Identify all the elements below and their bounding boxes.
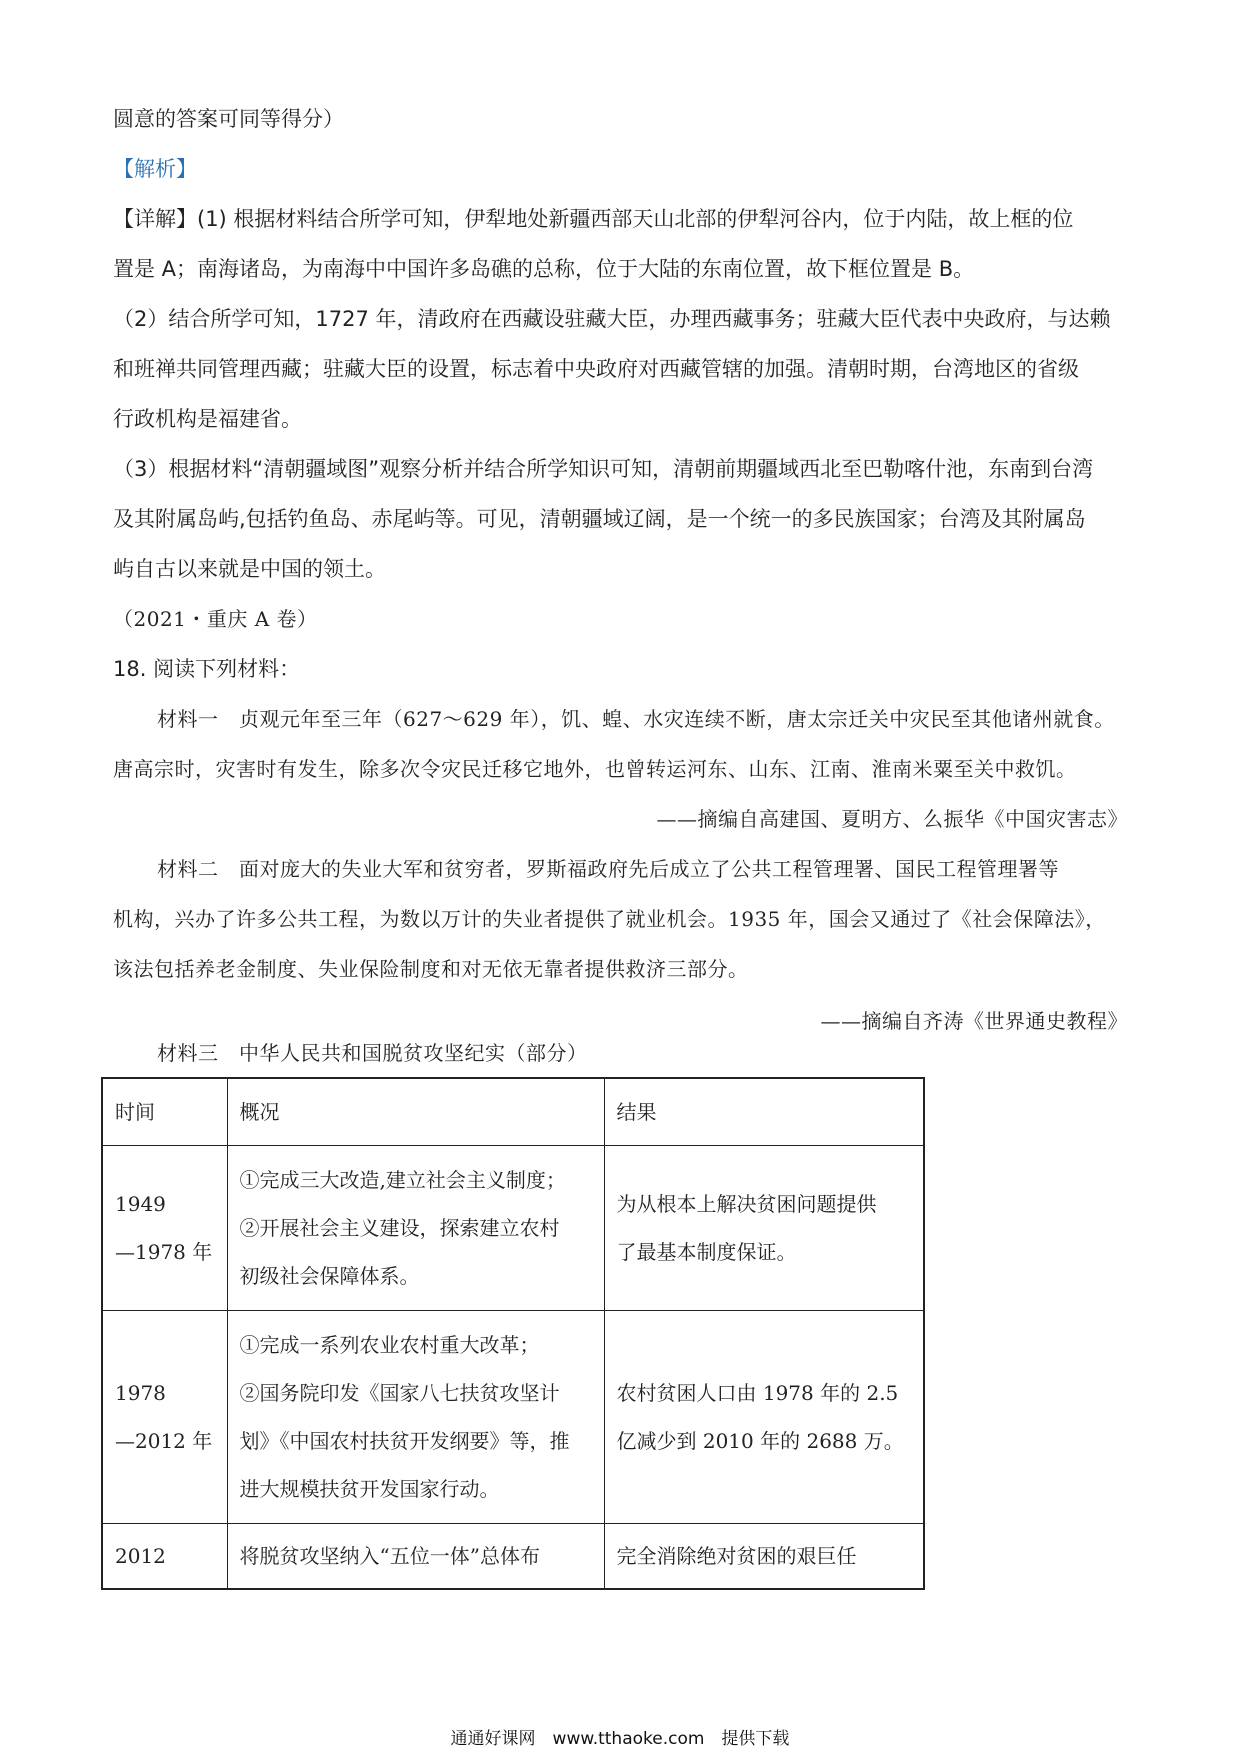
detail-paragraph-1-line-2: 置是 A；南海诸岛，为南海中中国许多岛礁的总称，位于大陆的东南位置，故下框位置是 B。 [113,257,975,281]
poverty-table [101,1077,925,1590]
table-cell-time [102,1523,227,1589]
material-1-line-1: 材料一 贞观元年至三年（627～629 年），饥、蝗、水灾连续不断，唐太宗迁关中灾民至其他诸州就食。 [157,707,1115,731]
table-cell-overview [227,1145,604,1310]
page-footer: 通通好课网 www.tthaoke.com 提供下载 [450,1729,790,1749]
table-header-time: 时间 [102,1078,227,1145]
table-header-row [102,1078,924,1145]
detail-paragraph-3-line-3: 屿自古以来就是中国的领土。 [113,557,386,581]
table-row [102,1145,924,1310]
cell-line: 了最基本制度保证。 [616,1239,797,1264]
cell-line: 完全消除绝对贫困的艰巨任 [616,1543,857,1568]
cell-line: ②国务院印发《国家八七扶贫攻坚计 [239,1380,560,1405]
cell-line: 进大规模扶贫开发国家行动。 [239,1476,500,1501]
material-2-line-2: 机构，兴办了许多公共工程，为数以万计的失业者提供了就业机会。1935 年，国会又通过了《社会保障法》， [113,907,1106,931]
table-cell-time [102,1145,227,1310]
table-row [102,1310,924,1523]
detail-paragraph-1-line-1: 【详解】(1) 根据材料结合所学可知，伊犁地处新疆西部天山北部的伊犁河谷内，位于内陆，故上框的位 [113,207,1074,231]
table-cell-overview [227,1523,604,1589]
cell-line: ①完成三大改造,建立社会主义制度； [239,1167,566,1192]
cell-line: 1978 [115,1380,166,1405]
table-cell-result [604,1145,924,1310]
analysis-tag: 【解析】 [113,157,197,181]
continued-answer-line: 圆意的答案可同等得分） [113,107,344,131]
material-2-citation: ——摘编自齐涛《世界通史教程》 [820,1009,1128,1033]
cell-line: 1949 [115,1191,166,1216]
detail-paragraph-3-line-2: 及其附属岛屿,包括钓鱼岛、赤尾屿等。可见，清朝疆域辽阔，是一个统一的多民族国家；台湾及其附属岛 [113,507,1086,531]
table-row [102,1523,924,1589]
detail-paragraph-3-line-1: （3）根据材料“清朝疆域图”观察分析并结合所学知识可知，清朝前期疆域西北至巴勒喀什池，东南到台湾 [113,457,1094,481]
detail-paragraph-2-line-2: 和班禅共同管理西藏；驻藏大臣的设置，标志着中央政府对西藏管辖的加强。清朝时期，台湾地区的省级 [113,357,1079,381]
cell-line: ②开展社会主义建设，探索建立农村 [239,1215,560,1240]
cell-line: 亿减少到 2010 年的 2688 万。 [616,1428,904,1453]
cell-line: 将脱贫攻坚纳入“五位一体”总体布 [239,1543,540,1568]
material-1-citation: ——摘编自高建国、夏明方、么振华《中国灾害志》 [656,807,1128,831]
table-header-result: 结果 [604,1078,924,1145]
detail-paragraph-2-line-1: （2）结合所学可知，1727 年，清政府在西藏设驻藏大臣，办理西藏事务；驻藏大臣代表中央政府，与达赖 [113,307,1111,331]
material-3-title: 材料三 中华人民共和国脱贫攻坚纪实（部分） [157,1041,588,1065]
cell-line: ①完成一系列农业农村重大改革； [239,1332,540,1357]
material-2-line-1: 材料二 面对庞大的失业大军和贫穷者，罗斯福政府先后成立了公共工程管理署、国民工程管理署等 [157,857,1059,881]
material-2-line-3: 该法包括养老金制度、失业保险制度和对无依无靠者提供救济三部分。 [113,957,749,981]
table-cell-result [604,1310,924,1523]
table-cell-result [604,1523,924,1589]
detail-paragraph-2-line-3: 行政机构是福建省。 [113,407,302,431]
material-1-line-2: 唐高宗时，灾害时有发生，除多次令灾民迁移它地外，也曾转运河东、山东、江南、淮南米粟至关中救饥。 [113,757,1077,781]
question-source: （2021・重庆 A 卷） [113,607,318,631]
cell-line: 农村贫困人口由 1978 年的 2.5 [616,1380,899,1405]
table-header-overview: 概况 [227,1078,604,1145]
cell-line: 划》《中国农村扶贫开发纲要》等，推 [239,1428,570,1453]
cell-line: —1978 年 [115,1239,213,1264]
cell-line: 2012 [115,1543,166,1568]
question-heading: 18. 阅读下列材料： [113,657,301,681]
cell-line: —2012 年 [115,1428,213,1453]
cell-line: 为从根本上解决贫困问题提供 [616,1191,877,1216]
table-cell-overview [227,1310,604,1523]
table-cell-time [102,1310,227,1523]
cell-line: 初级社会保障体系。 [239,1263,420,1288]
